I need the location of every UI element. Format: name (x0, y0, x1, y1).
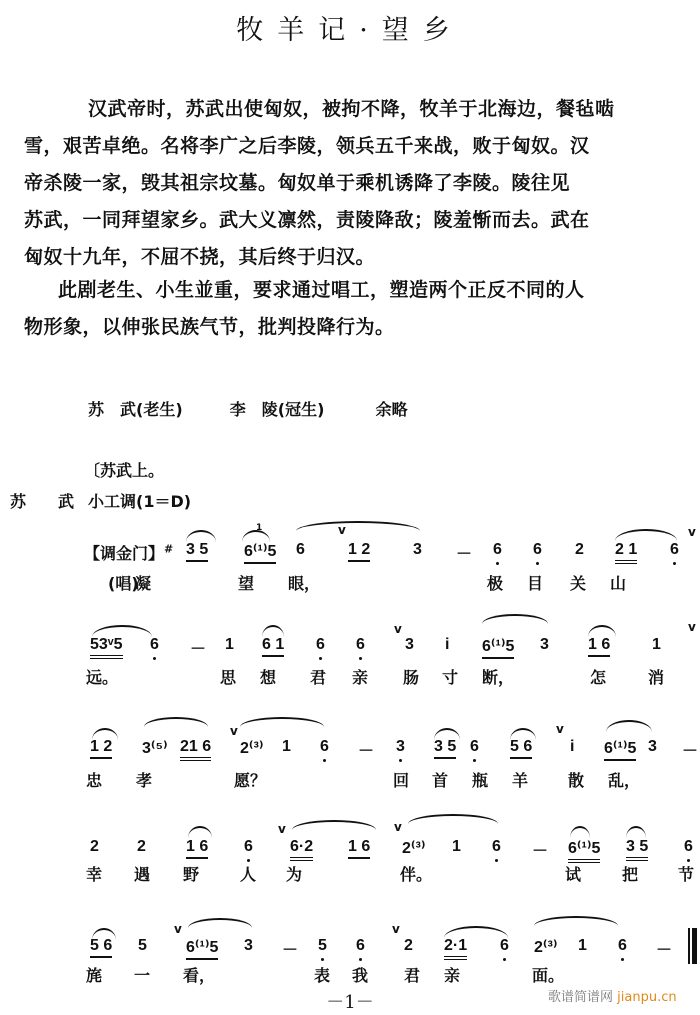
note: 5 6 (90, 937, 112, 958)
note: 1 6 (588, 636, 610, 657)
lyric: 节 (678, 865, 695, 884)
lyric: 山 (610, 574, 627, 593)
note: 2⁽³⁾ (402, 840, 426, 857)
breath-mark: v (394, 820, 402, 834)
lyric: 远。 (86, 668, 119, 687)
grace-note: 1 (256, 523, 263, 533)
note: 6 (296, 541, 305, 558)
note: 6 (320, 738, 329, 755)
breath-mark: v (688, 620, 696, 634)
slur (626, 826, 646, 838)
note: 3 5 (626, 838, 648, 861)
note: 2 (90, 838, 99, 855)
lyric: 伴。 (400, 865, 433, 884)
note: － (532, 843, 549, 860)
lyric: 寸 (442, 668, 459, 687)
note: － (358, 743, 375, 760)
note: 6 (150, 636, 159, 653)
note: 6 (492, 838, 501, 855)
note: 6·2 (290, 838, 313, 861)
lyric: 亲 (444, 966, 461, 985)
note: 6 (500, 937, 509, 954)
breath-mark: v (392, 922, 400, 936)
lyric: 面。 (532, 966, 565, 985)
note: 5 (318, 937, 327, 954)
note: 1 6 (348, 838, 370, 859)
intro-line: 物形象，以伸张民族气节，批判投降行为。 (24, 316, 395, 338)
note: i (445, 636, 450, 653)
page-number: －1－ (326, 992, 374, 1013)
note: 3 5 (186, 541, 208, 562)
note: 3 5 (434, 738, 456, 759)
note: 2·1 (444, 937, 467, 960)
note: 6 (618, 937, 627, 954)
slur (534, 916, 618, 926)
lyric: 消 (648, 668, 665, 687)
note: 2⁽³⁾ (240, 740, 264, 757)
breath-mark: v (278, 822, 286, 836)
note: － (190, 641, 207, 658)
key-signature: 小工调(1＝D) (88, 492, 192, 511)
tune-label (84, 541, 173, 564)
lyric: 极 (487, 574, 504, 593)
lyric: 乱， (608, 771, 641, 790)
slur (408, 814, 498, 824)
lyric: 怎 (590, 668, 607, 687)
watermark (548, 986, 677, 1005)
sharp-mark: # (164, 542, 174, 556)
breath-mark: v (230, 724, 238, 738)
note: 6 (533, 541, 542, 558)
lyric: 一 (134, 966, 151, 985)
note: i (570, 738, 575, 755)
note: 6 (244, 838, 253, 855)
slur (240, 717, 324, 727)
cast-li-ling: 李 陵(冠生) (229, 400, 325, 419)
lyric: 望 (238, 574, 255, 593)
note: 1 6 (186, 838, 208, 859)
sing-label: (唱) (108, 574, 139, 593)
page-title: 牧羊记·望乡 (236, 15, 464, 46)
stage-direction: 〔苏武上。 (84, 461, 165, 480)
note: 1 (452, 838, 461, 855)
lyric: 首 (432, 771, 449, 790)
intro-line: 苏武，一同拜望家乡。武大义凛然，责陵降敌；陵羞惭而去。武在 (24, 209, 590, 231)
note: 3 (396, 738, 405, 755)
note: － (282, 942, 299, 959)
breath-mark: v (688, 525, 696, 539)
lyric: 忠 (86, 771, 103, 790)
slur (188, 918, 252, 928)
lyric: 幸 (86, 865, 103, 884)
note: 3 (405, 636, 414, 653)
note: 6 (470, 738, 479, 755)
note: 3⁽⁵⁾ (142, 740, 168, 757)
note: 2 1 (615, 541, 637, 564)
note: 6 (670, 541, 679, 558)
lyric: 君 (404, 966, 421, 985)
note: 5 6 (510, 738, 532, 759)
tune-name: 【调金门】 (84, 544, 165, 563)
note: 6 1 (262, 636, 284, 657)
lyric: 我 (352, 966, 369, 985)
lyric: 关 (570, 574, 587, 593)
lyric: 为 (286, 865, 303, 884)
note: 6 (356, 937, 365, 954)
intro-line: 此剧老生、小生並重，要求通过唱工，塑造两个正反不同的人 (58, 279, 585, 301)
slur (606, 720, 652, 732)
lyric: 羊 (512, 771, 529, 790)
slur (615, 529, 677, 541)
note: 2 (137, 838, 146, 855)
lyric: 凝 (135, 574, 152, 593)
final-barline-thick (692, 928, 697, 964)
lyric: 人 (240, 865, 257, 884)
breath-mark: v (174, 922, 182, 936)
note: 1 (652, 636, 661, 653)
lyric: 旄 (86, 966, 103, 985)
breath-mark: v (394, 622, 402, 636)
lyric: 君 (310, 668, 327, 687)
cast-su-wu: 苏 武(老生) (88, 400, 183, 419)
note: 6⁽¹⁾5 (604, 738, 636, 761)
lyric: 表 (314, 966, 331, 985)
note: 6 (684, 838, 693, 855)
note: 3 (244, 937, 253, 954)
lyric: 思 (220, 668, 237, 687)
slur (296, 521, 420, 531)
note: 2 (575, 541, 584, 558)
note: 6 (316, 636, 325, 653)
note: 5 (138, 937, 147, 954)
slur (292, 820, 376, 830)
note: 6 (356, 636, 365, 653)
lyric: 遇 (134, 865, 151, 884)
lyric: 把 (622, 865, 639, 884)
note: 6⁽¹⁾5 (186, 937, 218, 960)
slur (482, 614, 548, 624)
note: 1 2 (348, 541, 370, 562)
note: 6 (493, 541, 502, 558)
note: － (456, 546, 473, 563)
final-barline-thin (688, 928, 690, 964)
watermark-domain: jianpu.cn (617, 990, 677, 1005)
lyric: 瓶 (472, 771, 489, 790)
cast-others: 余略 (375, 400, 408, 419)
lyric: 目 (527, 574, 544, 593)
role-name: 苏 武 (10, 492, 83, 511)
watermark-text: 歌谱简谱网 (548, 990, 614, 1005)
lyric: 想 (260, 668, 277, 687)
slur (570, 826, 590, 838)
note: 6⁽¹⁾5 (244, 541, 276, 564)
lyric: 野 (183, 865, 200, 884)
note: 2⁽³⁾ (534, 939, 558, 956)
lyric: 孝 (136, 771, 153, 790)
intro-line: 帝杀陵一家，毁其祖宗坟墓。匈奴单于乘机诱降了李陵。陵往见 (24, 172, 571, 194)
lyric: 眼， (288, 574, 321, 593)
note: 2 (404, 937, 413, 954)
note: 3 (413, 541, 422, 558)
note: 21 6 (180, 738, 211, 761)
note: 1 (578, 937, 587, 954)
note: 3 (648, 738, 657, 755)
lyric: 试 (565, 865, 582, 884)
lyric: 愿？ (234, 771, 267, 790)
lyric: 散 (568, 771, 585, 790)
note: 1 (282, 738, 291, 755)
note: 6⁽¹⁾5 (482, 636, 514, 659)
note: 6⁽¹⁾5 (568, 838, 600, 863)
cast-list (88, 397, 408, 420)
breath-mark: v (556, 722, 564, 736)
intro-line: 雪，艰苦卓绝。名将李广之后李陵，领兵五千来战，败于匈奴。汉 (24, 135, 590, 157)
note: 3 (540, 636, 549, 653)
lyric: 回 (393, 771, 410, 790)
note: 53ᵛ5 (90, 636, 123, 659)
intro-line: 汉武帝时，苏武出使匈奴，被拘不降，牧羊于北海边，餐毡啮 (88, 98, 615, 120)
note: － (682, 743, 699, 760)
lyric: 看， (183, 966, 216, 985)
lyric: 亲 (352, 668, 369, 687)
intro-line: 匈奴十九年，不屈不挠，其后终于归汉。 (24, 246, 376, 268)
lyric: 断， (482, 668, 515, 687)
note: 1 2 (90, 738, 112, 759)
note: 1 (225, 636, 234, 653)
breath-mark: v (338, 523, 346, 537)
note: － (656, 942, 673, 959)
slur (188, 826, 212, 838)
slur (144, 717, 208, 727)
lyric: 肠 (403, 668, 420, 687)
